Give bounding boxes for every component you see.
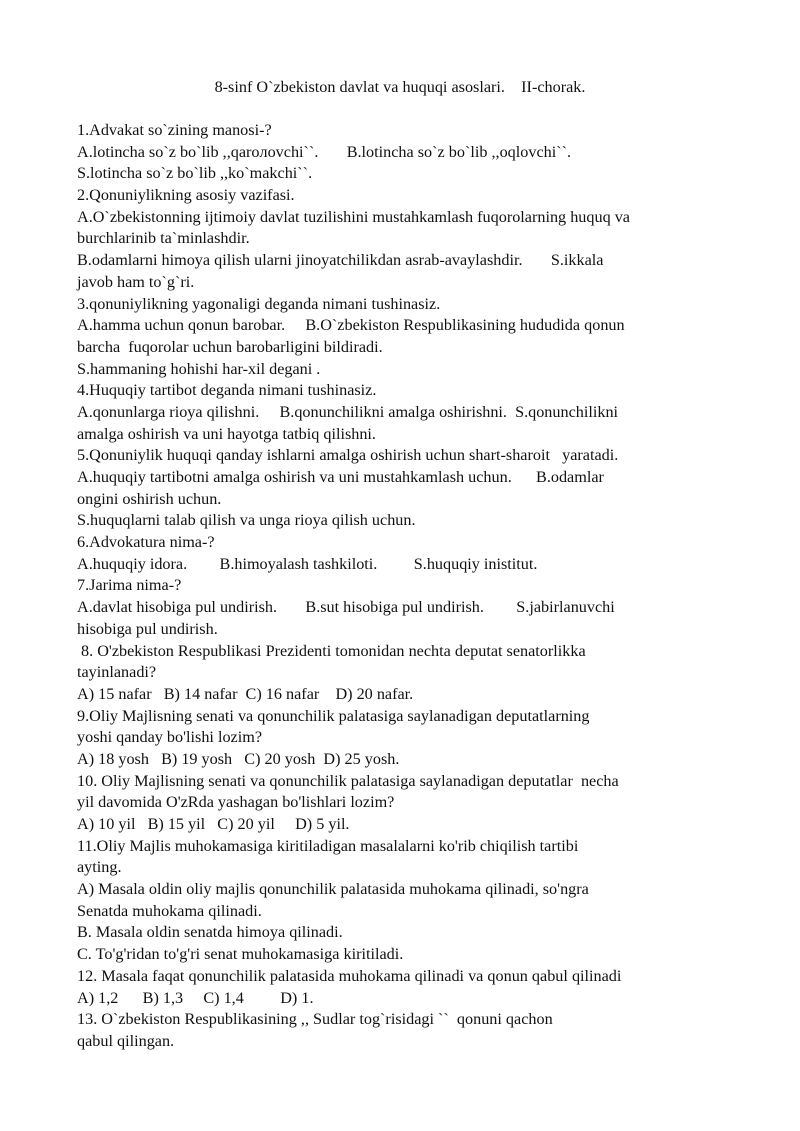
question-list [77,120,727,1053]
text-line: 7.Jarima nima-? [77,576,182,595]
text-line: A) 1,2 B) 1,3 C) 1,4 D) 1. [77,988,314,1007]
text-line: A) 18 yosh B) 19 yosh C) 20 yosh D) 25 yosh. [77,749,400,768]
text-line: 6.Advokatura nima-? [77,533,215,552]
text-line: 10. Oliy Majlisning senati va qonunchilik palatasiga saylanadigan deputatlar necha [77,771,619,790]
text-line: A) Masala oldin oliy majlis qonunchilik palatasida muhokama qilinadi, so'ngra [77,880,589,899]
text-line: 1.Advakat so`zining manosi-? [77,121,272,139]
text-line: 5.Qonuniylik huquqi qanday ishlarni amalga oshirish uchun shart-sharoit yaratadi. [77,446,619,465]
text-line: A.hamma uchun qonun barobar. B.O`zbekiston Respublikasining hududida qonun [77,316,625,335]
text-line: hisobiga pul undirish. [77,619,218,638]
text-line: yil davomida O'zRda yashagan bo'lishlari lozim? [77,793,395,812]
text-line: B.odamlarni himoya qilish ularni jinoyatchilikdan asrab-avaylashdir. S.ikkala [77,251,604,270]
text-line: A.qonunlarga rioya qilishni. B.qonunchilikni amalga oshirishni. S.qonunchilikni [77,402,619,421]
text-line: 9.Oliy Majlisning senati va qonunchilik palatasiga saylanadigan deputatlarning [77,706,590,725]
text-line: A) 15 nafar B) 14 nafar C) 16 nafar D) 20 nafar. [77,684,414,703]
text-line: A.huquqiy idora. B.himoyalash tashkiloti. S.huquqiy inistitut. [77,554,538,573]
text-line: amalga oshirish va uni hayotga tatbiq qilishni. [77,424,376,443]
text-line: A.davlat hisobiga pul undirish. B.sut hisobiga pul undirish. S.jabirlanuvchi [77,598,615,617]
text-line: Senatda muhokama qilinadi. [77,901,262,920]
text-line: A) 10 yil B) 15 yil C) 20 yil D) 5 yil. [77,815,350,833]
text-line: barcha fuqorolar uchun barobarligini bildiradi. [77,337,383,356]
text-line: C. To'g'ridan to'g'ri senat muhokamasiga kiritiladi. [77,945,404,964]
text-line: 3.qonuniylikning yagonaligi deganda nimani tushinasiz. [77,294,441,313]
text-line: 12. Masala faqat qonunchilik palatasida muhokama qilinadi va qonun qabul qilinadi [77,966,622,985]
text-line: S.lotincha so`z bo`lib ,,ko`makchi``. [77,164,313,183]
text-line: 13. O`zbekiston Respublikasining ,, Sudlar tog`risidagi `` qonuni qachon [77,1010,553,1029]
text-line: javob ham to`g`ri. [77,272,195,291]
text-line: burchlarinib ta`minlashdir. [77,229,250,248]
text-line: 8. O'zbekiston Respublikasi Prezidenti tomonidan nechta deputat senatorlikka [77,641,586,660]
page-title: 8-sinf O`zbekiston davlat va huquqi asoslari. II-chorak. [214,78,586,96]
text-line: tayinlanadi? [77,663,157,682]
text-line: A.O`zbekistonning ijtimoiy davlat tuzilishini mustahkamlash fuqorolarning huquq va [77,207,630,226]
text-line: 4.Huquqiy tartibot deganda nimani tushinasiz. [77,381,377,400]
text-line: A.huquqiy tartibotni amalga oshirish va uni mustahkamlash uchun. B.odamlar [77,468,604,486]
text-line: ayting. [77,858,122,877]
text-line: B. Masala oldin senatda himoya qilinadi. [77,923,343,942]
text-line: yoshi qanday bo'lishi lozim? [77,728,263,747]
text-line: ongini oshirish uchun. [77,489,222,508]
text-line: 11.Oliy Majlis muhokamasiga kiritiladigan masalalarni ko'rib chiqilish tartibi [77,836,579,855]
text-line: S.hammaning hohishi har-xil degani . [77,359,321,378]
text-line: 2.Qonuniylikning asosiy vazifasi. [77,186,295,205]
text-line: A.lotincha so`z bo`lib ,,qaroлovchi``. B.lotincha so`z bo`lib ,,oqlovchi``. [77,142,572,161]
text-line: qabul qilingan. [77,1031,175,1050]
text-line: S.huquqlarni talab qilish va unga rioya qilish uchun. [77,511,416,530]
